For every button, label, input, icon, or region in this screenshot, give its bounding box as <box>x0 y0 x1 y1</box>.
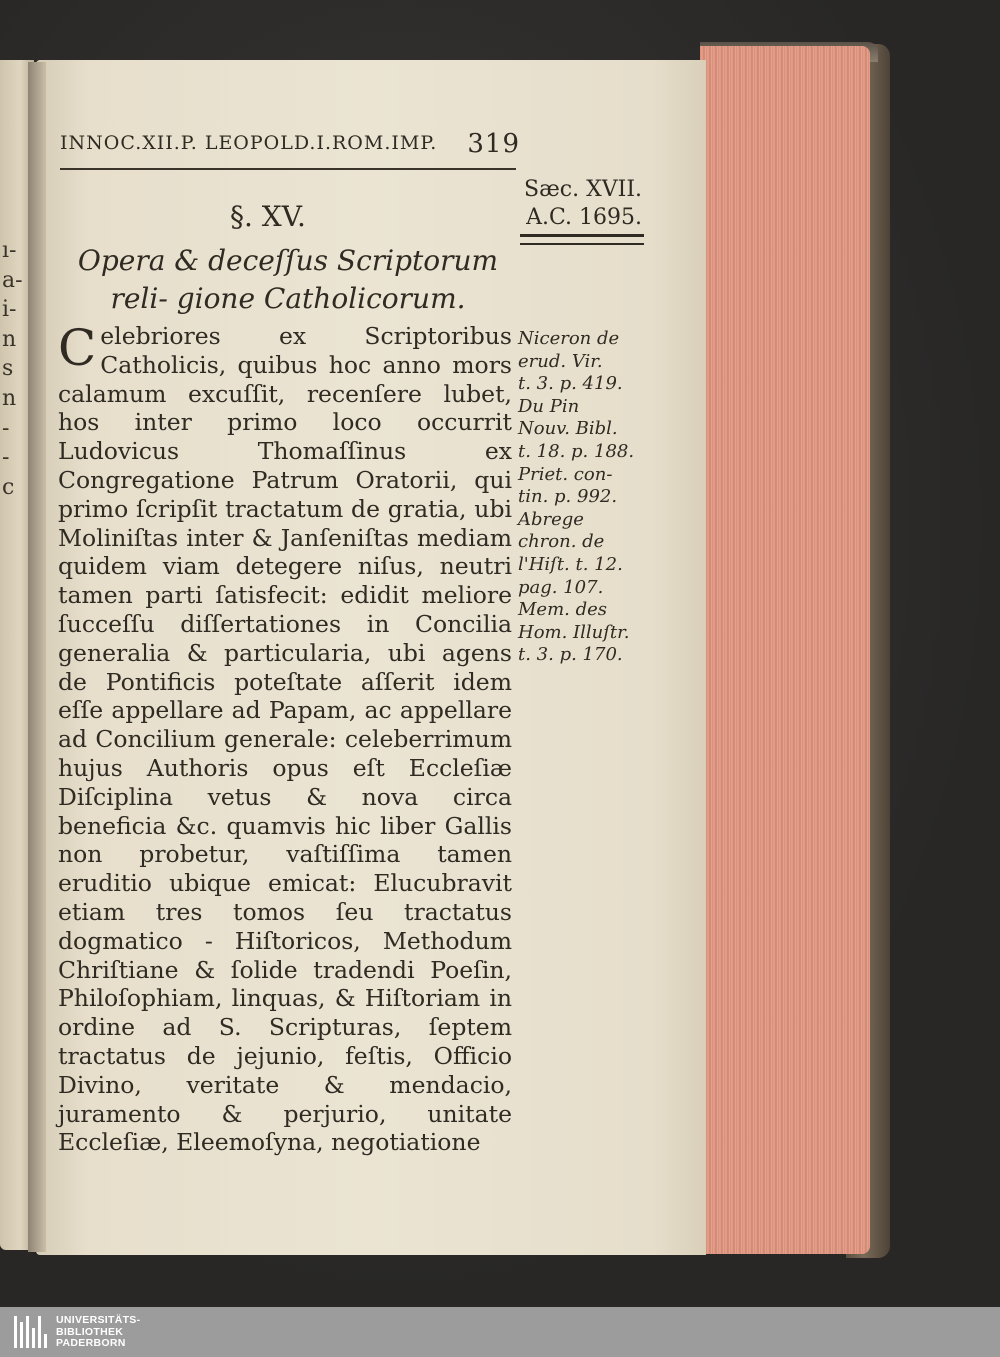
margin-note: tin. p. 992. <box>518 486 618 508</box>
margin-note: Priet. con- <box>518 463 613 485</box>
gutter <box>28 62 46 1252</box>
logo-line: UNIVERSITÄTS- <box>56 1314 141 1326</box>
fragment: - <box>2 415 10 441</box>
margin-note: Du Pin <box>518 395 580 417</box>
page-number: 319 <box>467 129 520 159</box>
margin-date-century: Sæc. XVII. <box>524 177 642 202</box>
library-footer <box>0 1307 1000 1357</box>
logo-line: BIBLIOTHEK <box>56 1325 124 1338</box>
margin-note: t. 18. p. 188. <box>518 440 635 462</box>
fragment: c <box>2 474 15 500</box>
running-head-text: INNOC.XII.P. LEOPOLD.I.ROM.IMP. <box>60 132 438 154</box>
margin-note: Niceron de <box>518 328 620 349</box>
margin-note: t. 3. p. 170. <box>518 644 623 666</box>
section-subtitle: Opera & deceſſus Scriptorum reli- gione Catholicorum. <box>77 244 499 315</box>
margin-note: pag. 107. <box>518 576 604 598</box>
body-paragraph: elebriores ex Scriptoribus Catholicis, quibus hoc anno mors calamum excuſſit, recenſere lubet, hos inter primo loco occurrit Ludovicus Thomaſſinus ex Congregatione Patrum Oratorii, qui primo ſcripſit tractatum de gratia, ubi Moliniſtas inter & Janſeniſtas mediam quidem viam detegere niſus, neutri tamen parti ſatisfecit: edidit meliore ſucceſſu diſſertationes in Concilia generalia & particularia, ubi agens de Pontificis poteſtate aſſerit idem eſſe appellare ad Papam, ac appellare ad Concilium generale: celeberrimum hujus Authoris opus eſt Eccleſiæ Diſciplina vetus & nova circa beneficia &c. quamvis hic liber Gallis non probetur, vaſtiſſima tamen eruditio ubique emicat: Elucubravit etiam tres tomos ſeu tractatus dogmatico - Hiſtoricos, Methodum Chriſtiane & ſolide tradendi Poeſin, Philoſophiam, linquas, & Hiſtoriam in ordine ad S. Scripturas, ſeptem tractatus de jejunio, feſtis, Officio Divino, veritate & mendacio, juramento & perjurio, unitate Eccleſiæ, Eleemoſyna, negotiatione <box>58 322 512 1157</box>
fragment: a- <box>2 267 23 293</box>
margin-rule <box>520 243 644 245</box>
margin-rule <box>520 234 644 237</box>
margin-note: chron. de <box>518 531 605 553</box>
margin-note: Nouv. Bibl. <box>518 418 618 440</box>
fragment: - <box>2 445 10 471</box>
running-head <box>60 129 520 159</box>
page-edges <box>700 46 870 1254</box>
logo-line: PADERBORN <box>56 1337 126 1349</box>
margin-note: Mem. des <box>518 599 608 621</box>
margin-date-year: A.C. 1695. <box>526 205 642 230</box>
library-logo-icon <box>14 1316 50 1348</box>
head-rule <box>60 168 516 170</box>
margin-note: erud. Vir. <box>518 350 603 372</box>
margin-note: l'Hiſt. t. 12. <box>518 553 623 575</box>
drop-cap: C <box>58 319 97 377</box>
margin-note: Abrege <box>518 508 584 530</box>
fragment: n <box>2 385 17 411</box>
margin-date <box>518 176 642 232</box>
margin-note: t. 3. p. 419. <box>518 373 623 395</box>
fragment: i- <box>2 297 17 323</box>
library-logo-text <box>56 1315 140 1350</box>
fragment: ı- <box>2 238 17 263</box>
left-page-fragments <box>2 236 30 502</box>
margin-note: Hom. Illuſtr. <box>518 621 630 643</box>
margin-notes <box>518 328 648 667</box>
section-mark: §. XV. <box>230 200 306 233</box>
fragment: n <box>2 326 17 352</box>
fragment: s <box>2 356 14 382</box>
body-text <box>58 319 512 1157</box>
